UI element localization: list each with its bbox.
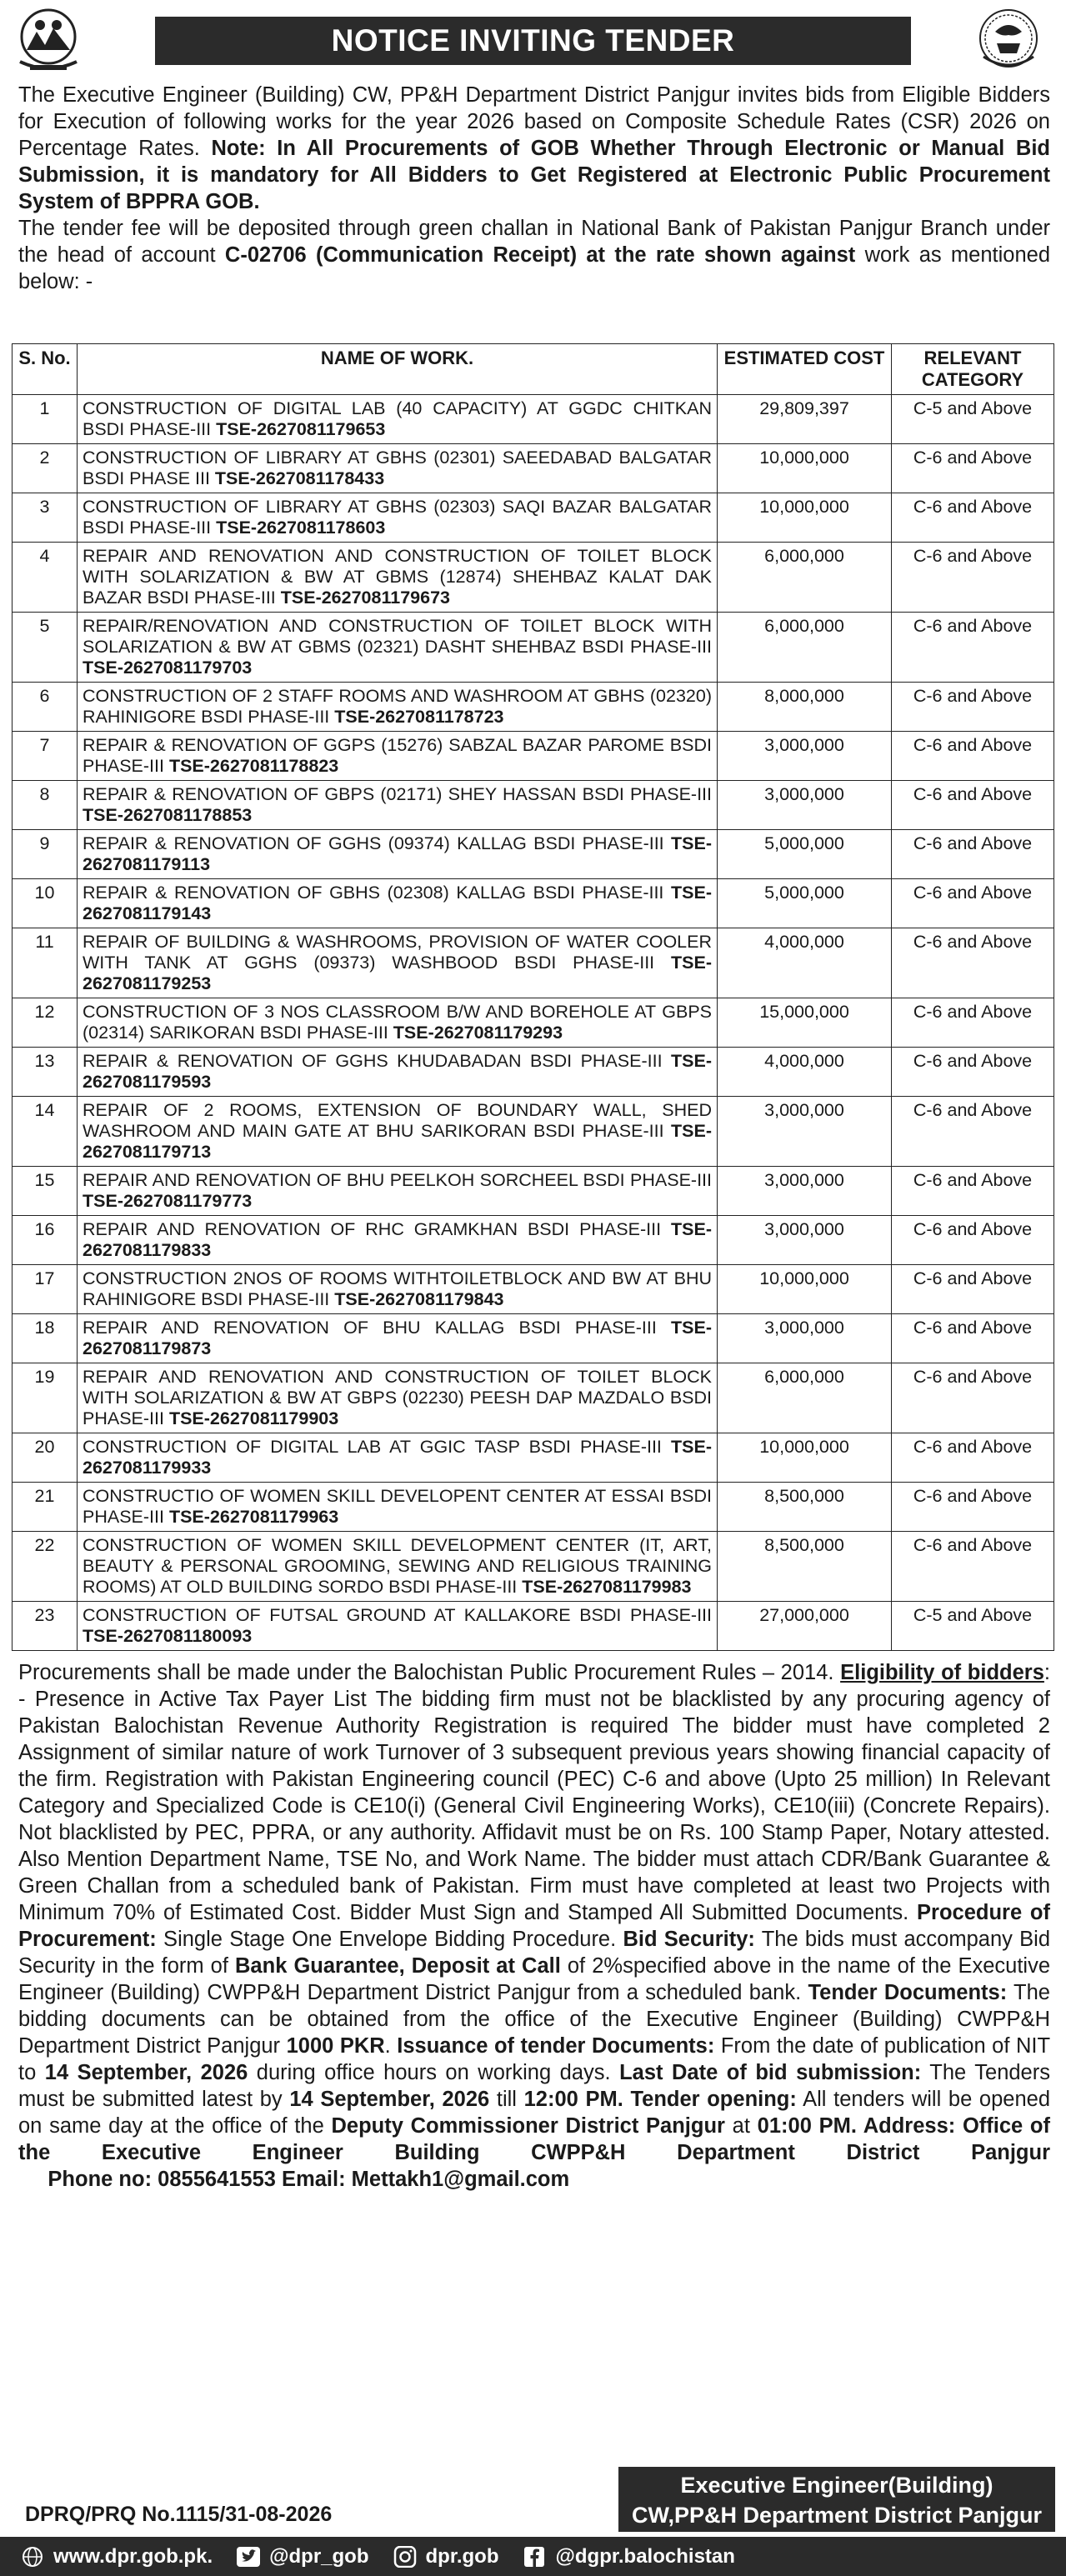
cell-name-of-work (78, 1433, 718, 1483)
cell-sno: 21 (13, 1483, 78, 1532)
cell-name-of-work (78, 1265, 718, 1314)
cell-estimated-cost: 10,000,000 (718, 444, 892, 493)
table-row (13, 1167, 1054, 1216)
cell-sno: 12 (13, 998, 78, 1048)
work-description: CONSTRUCTION OF 2 STAFF ROOMS AND WASHROOM AT GBHS (02320) RAHINIGORE BSDI PHASE-III (83, 686, 712, 727)
tse-number: TSE-2627081180093 (83, 1626, 253, 1646)
cell-relevant-category: C-6 and Above (892, 1433, 1054, 1483)
cell-sno: 1 (13, 395, 78, 444)
cell-estimated-cost: 3,000,000 (718, 781, 892, 830)
instagram-icon (391, 2545, 419, 2568)
work-description: CONSTRUCTION OF DIGITAL LAB AT GGIC TASP BSDI PHASE-III (83, 1437, 672, 1457)
cell-name-of-work (78, 444, 718, 493)
tse-number: TSE-2627081179933 (83, 1437, 712, 1478)
column-header-name: NAME OF WORK. (78, 344, 718, 395)
table-row (13, 683, 1054, 732)
cell-sno: 17 (13, 1265, 78, 1314)
cell-relevant-category: C-6 and Above (892, 928, 1054, 998)
cell-name-of-work (78, 998, 718, 1048)
cell-relevant-category: C-6 and Above (892, 998, 1054, 1048)
cell-sno: 6 (13, 683, 78, 732)
cell-estimated-cost: 6,000,000 (718, 1363, 892, 1433)
cell-name-of-work (78, 1483, 718, 1532)
work-description: CONSTRUCTION OF LIBRARY AT GBHS (02303) SAQI BAZAR BALGATAR BSDI PHASE-III (83, 497, 712, 538)
cell-estimated-cost: 10,000,000 (718, 1265, 892, 1314)
work-description: REPAIR/RENOVATION AND CONSTRUCTION OF TOILET BLOCK WITH SOLARIZATION & BW AT GBMS (02321) DASHT SHEHBAZ BSDI PHASE-III (83, 616, 712, 657)
cell-name-of-work (78, 1363, 718, 1433)
cell-name-of-work (78, 1602, 718, 1651)
balochistan-seal-icon (972, 7, 1045, 75)
table-row (13, 1483, 1054, 1532)
footer-website[interactable]: www.dpr.gob.pk. (18, 2545, 213, 2568)
cell-estimated-cost: 10,000,000 (718, 1433, 892, 1483)
cell-estimated-cost: 6,000,000 (718, 613, 892, 683)
cell-sno: 11 (13, 928, 78, 998)
work-description: CONSTRUCTION 2NOS OF ROOMS WITHTOILETBLOCK AND BW AT BHU RAHINIGORE BSDI PHASE-III (83, 1268, 712, 1309)
table-row (13, 1602, 1054, 1651)
work-description: REPAIR AND RENOVATION OF RHC GRAMKHAN BSDI PHASE-III (83, 1219, 672, 1239)
tse-number: TSE-2627081179963 (168, 1507, 339, 1527)
cell-relevant-category: C-6 and Above (892, 683, 1054, 732)
cell-sno: 23 (13, 1602, 78, 1651)
footer-instagram[interactable]: dpr.gob (391, 2545, 499, 2568)
cell-relevant-category: C-6 and Above (892, 1097, 1054, 1167)
cell-relevant-category: C-5 and Above (892, 1602, 1054, 1651)
tse-number: TSE-2627081178853 (83, 805, 253, 825)
works-table (12, 343, 1054, 1651)
tse-number: TSE-2627081179293 (393, 1023, 563, 1043)
signature-block (618, 2467, 1055, 2532)
cell-estimated-cost: 3,000,000 (718, 732, 892, 781)
cell-relevant-category: C-6 and Above (892, 493, 1054, 543)
table-row (13, 543, 1054, 613)
work-description: CONSTRUCTION OF LIBRARY AT GBHS (02301) SAEEDABAD BALGATAR BSDI PHASE III (83, 448, 712, 488)
work-description: REPAIR & RENOVATION OF GBHS (02308) KALLAG BSDI PHASE-III (83, 883, 672, 903)
cell-name-of-work (78, 543, 718, 613)
table-row (13, 928, 1054, 998)
work-description: REPAIR AND RENOVATION AND CONSTRUCTION OF TOILET BLOCK WITH SOLARIZATION & BW AT GBPS (02230) PEESH DAP MAZDALO BSDI PHASE-III (83, 1367, 712, 1428)
tse-number: TSE-2627081179653 (216, 419, 386, 439)
cell-sno: 20 (13, 1433, 78, 1483)
table-row (13, 444, 1054, 493)
table-row (13, 781, 1054, 830)
table-row (13, 1265, 1054, 1314)
table-row (13, 1433, 1054, 1483)
work-description: CONSTRUCTION OF DIGITAL LAB (40 CAPACITY) AT GGDC CHITKAN BSDI PHASE-III (83, 398, 712, 439)
table-row (13, 1216, 1054, 1265)
globe-icon (18, 2545, 47, 2568)
cell-sno: 7 (13, 732, 78, 781)
cell-sno: 10 (13, 879, 78, 928)
cell-estimated-cost: 8,000,000 (718, 683, 892, 732)
government-emblem-left-icon (12, 7, 85, 75)
table-row (13, 998, 1054, 1048)
tse-number: TSE-2627081179873 (83, 1318, 712, 1358)
cell-estimated-cost: 3,000,000 (718, 1097, 892, 1167)
tse-number: TSE-2627081179703 (83, 658, 253, 678)
cell-relevant-category: C-5 and Above (892, 395, 1054, 444)
dprq-number: DPRQ/PRQ No.1115/31-08-2026 (25, 2503, 333, 2526)
cell-estimated-cost: 8,500,000 (718, 1483, 892, 1532)
tse-number: TSE-2627081179713 (83, 1121, 712, 1162)
cell-sno: 15 (13, 1167, 78, 1216)
work-description: REPAIR AND RENOVATION OF BHU KALLAG BSDI PHASE-III (83, 1318, 672, 1338)
facebook-icon (520, 2545, 548, 2568)
work-description: REPAIR AND RENOVATION AND CONSTRUCTION OF TOILET BLOCK WITH SOLARIZATION & BW AT GBMS (12874) SHEHBAZ KALAT DAK BAZAR BSDI PHASE-III (83, 546, 712, 608)
cell-relevant-category: C-6 and Above (892, 830, 1054, 879)
cell-relevant-category: C-6 and Above (892, 1167, 1054, 1216)
cell-name-of-work (78, 1532, 718, 1602)
table-row (13, 613, 1054, 683)
tse-number: TSE-2627081178823 (168, 756, 339, 776)
cell-sno: 3 (13, 493, 78, 543)
cell-sno: 13 (13, 1048, 78, 1097)
table-row (13, 1314, 1054, 1363)
cell-name-of-work (78, 928, 718, 998)
column-header-cost: ESTIMATED COST (718, 344, 892, 395)
table-row (13, 395, 1054, 444)
work-description: REPAIR & RENOVATION OF GBPS (02171) SHEY HASSAN BSDI PHASE-III (83, 784, 712, 804)
work-description: CONSTRUCTIO OF WOMEN SKILL DEVELOPENT CENTER AT ESSAI BSDI PHASE-III (83, 1486, 712, 1527)
cell-sno: 9 (13, 830, 78, 879)
cell-estimated-cost: 29,809,397 (718, 395, 892, 444)
tse-number: TSE-2627081178603 (216, 518, 386, 538)
cell-sno: 4 (13, 543, 78, 613)
table-row (13, 1532, 1054, 1602)
cell-name-of-work (78, 1097, 718, 1167)
cell-name-of-work (78, 493, 718, 543)
cell-estimated-cost: 3,000,000 (718, 1167, 892, 1216)
cell-estimated-cost: 3,000,000 (718, 1314, 892, 1363)
cell-relevant-category: C-6 and Above (892, 781, 1054, 830)
work-description: REPAIR AND RENOVATION OF BHU PEELKOH SORCHEEL BSDI PHASE-III (83, 1170, 712, 1190)
work-description: CONSTRUCTION OF WOMEN SKILL DEVELOPMENT CENTER (IT, ART, BEAUTY & PERSONAL GROOMING, SEWING AND RELIGIOUS TRAINING ROOMS) AT OLD BUILDING SORDO BSDI PHASE-III (83, 1535, 712, 1597)
work-description: REPAIR OF BUILDING & WASHROOMS, PROVISION OF WATER COOLER WITH TANK AT GGHS (09373) WASHBOOD BSDI PHASE-III (83, 932, 712, 973)
cell-sno: 5 (13, 613, 78, 683)
intro-text (18, 82, 1050, 295)
intro-paragraph-2: The tender fee will be deposited through green challan in National Bank of Pakistan Panjgur Branch under the head of account C-02706 (Communication Receipt) at the rate shown against work as mentioned below: - (18, 217, 1051, 293)
cell-relevant-category: C-6 and Above (892, 1363, 1054, 1433)
column-header-category: RELEVANT CATEGORY (892, 344, 1054, 395)
tse-number: TSE-2627081178723 (334, 707, 504, 727)
cell-name-of-work (78, 683, 718, 732)
cell-relevant-category: C-6 and Above (892, 732, 1054, 781)
cell-relevant-category: C-6 and Above (892, 879, 1054, 928)
cell-estimated-cost: 5,000,000 (718, 879, 892, 928)
cell-relevant-category: C-6 and Above (892, 1532, 1054, 1602)
cell-relevant-category: C-6 and Above (892, 1048, 1054, 1097)
cell-relevant-category: C-6 and Above (892, 1216, 1054, 1265)
footer-bar (0, 2537, 1066, 2576)
intro-paragraph-1: The Executive Engineer (Building) CW, PP&H Department District Panjgur invites bids from Eligible Bidders for Execution of following works for the year 2026 based on Composite Schedule Rates (CSR) 2026 on Percentage Rates. Note: In All Procurements of GOB Whether Through Electronic or Manual Bid Submission, it is mandatory for All Bidders to Get Registered at Electronic Public Procurement System of BPPRA GOB. (18, 83, 1050, 213)
cell-estimated-cost: 15,000,000 (718, 998, 892, 1048)
cell-estimated-cost: 6,000,000 (718, 543, 892, 613)
cell-name-of-work (78, 395, 718, 444)
tse-number: TSE-2627081179833 (83, 1219, 712, 1260)
signature-title: Executive Engineer(Building) (680, 2473, 993, 2498)
column-header-sno: S. No. (13, 344, 78, 395)
cell-estimated-cost: 10,000,000 (718, 493, 892, 543)
footer-twitter[interactable]: @dpr_gob (234, 2545, 368, 2568)
table-row (13, 732, 1054, 781)
cell-name-of-work (78, 1167, 718, 1216)
cell-relevant-category: C-6 and Above (892, 1483, 1054, 1532)
cell-estimated-cost: 5,000,000 (718, 830, 892, 879)
tse-number: TSE-2627081178433 (214, 468, 385, 488)
cell-estimated-cost: 4,000,000 (718, 928, 892, 998)
tse-number: TSE-2627081179843 (334, 1289, 504, 1309)
cell-sno: 2 (13, 444, 78, 493)
tse-number: TSE-2627081179113 (83, 833, 712, 874)
work-description: CONSTRUCTION OF FUTSAL GROUND AT KALLAKORE BSDI PHASE-III (83, 1605, 712, 1625)
cell-estimated-cost: 8,500,000 (718, 1532, 892, 1602)
table-row (13, 493, 1054, 543)
header (0, 0, 1066, 80)
cell-name-of-work (78, 732, 718, 781)
tse-number: TSE-2627081179593 (83, 1051, 712, 1092)
work-description: REPAIR & RENOVATION OF GGHS (09374) KALLAG BSDI PHASE-III (83, 833, 672, 853)
cell-name-of-work (78, 1048, 718, 1097)
cell-sno: 22 (13, 1532, 78, 1602)
work-description: REPAIR & RENOVATION OF GGHS KHUDABADAN BSDI PHASE-III (83, 1051, 672, 1071)
footer-facebook[interactable]: @dgpr.balochistan (520, 2545, 734, 2568)
cell-name-of-work (78, 781, 718, 830)
tse-number: TSE-2627081179903 (168, 1408, 339, 1428)
cell-estimated-cost: 3,000,000 (718, 1216, 892, 1265)
page-title: NOTICE INVITING TENDER (155, 17, 911, 65)
tse-number: TSE-2627081179673 (280, 588, 450, 608)
table-header-row (13, 344, 1054, 395)
cell-sno: 18 (13, 1314, 78, 1363)
cell-name-of-work (78, 879, 718, 928)
tse-number: TSE-2627081179773 (83, 1191, 253, 1211)
cell-name-of-work (78, 613, 718, 683)
contact-info: Phone no: 0855641553 Email: Mettakh1@gmail.com (18, 2168, 570, 2191)
tse-number: TSE-2627081179253 (83, 953, 712, 993)
table-row (13, 830, 1054, 879)
cell-name-of-work (78, 1314, 718, 1363)
twitter-icon (234, 2545, 263, 2568)
cell-sno: 8 (13, 781, 78, 830)
terms-paragraph: Procurements shall be made under the Balochistan Public Procurement Rules – 2014. Eligibility of bidders: - Presence in Active Tax Payer List The bidding firm must not be blacklisted by any procuring agency of Pakistan Balochistan Revenue Authority Registration is required The bidder must have completed 2 Assignment of similar nature of work Turnover of 3 subsequent previous years showing financial capacity of the firm. Registration with Pakistan Engineering council (PEC) C-6 and above (Upto 25 million) In Relevant Category and Specialized Code is CE10(i) (General Civil Engineering Works), CE10(iii) (Concrete Repairs). Not blacklisted by PEC, PPRA, or any authority. Affidavit must be on Rs. 100 Stamp Paper, Notary attested. Also Mention Department Name, TSE No, and Work Name. The bidder must attach CDR/Bank Guarantee & Green Challan from a scheduled bank of Pakistan. Firm must have completed at least two Projects with Minimum 70% of Estimated Cost. Bidder Must Sign and Stamped All Submitted Documents. Procedure of Procurement: Single Stage One Envelope Bidding Procedure. Bid Security: The bids must accompany Bid Security in the form of Bank Guarantee, Deposit at Call of 2%specified above in the name of the Executive Engineer (Building) CWPP&H Department District Panjgur from a scheduled bank. Tender Documents: The bidding documents can be obtained from the office of the Executive Engineer (Building) CWPP&H Department District Panjgur 1000 PKR. Issuance of tender Documents: From the date of publication of NIT to 14 September, 2026 during office hours on working days. Last Date of bid submission: The Tenders must be submitted latest by 14 September, 2026 till 12:00 PM. Tender opening: All tenders will be opened on same day at the office of the Deputy Commissioner District Panjgur at 01:00 PM. Address: Office of the Executive Engineer Building CWPP&H Department District Panjgur Phone no: 0855641553 Email: Mettakh1@gmail.com (18, 1661, 1051, 2191)
cell-relevant-category: C-6 and Above (892, 543, 1054, 613)
cell-relevant-category: C-6 and Above (892, 444, 1054, 493)
works-table-body (13, 395, 1054, 1651)
table-row (13, 1363, 1054, 1433)
cell-estimated-cost: 4,000,000 (718, 1048, 892, 1097)
table-row (13, 879, 1054, 928)
table-row (13, 1097, 1054, 1167)
cell-sno: 19 (13, 1363, 78, 1433)
work-description: REPAIR OF 2 ROOMS, EXTENSION OF BOUNDARY WALL, SHED WASHROOM AND MAIN GATE AT BHU SARIKORAN BSDI PHASE-III (83, 1100, 712, 1141)
cell-name-of-work (78, 1216, 718, 1265)
cell-sno: 14 (13, 1097, 78, 1167)
tse-number: TSE-2627081179143 (83, 883, 712, 923)
table-row (13, 1048, 1054, 1097)
tse-number: TSE-2627081179983 (522, 1577, 692, 1597)
cell-relevant-category: C-6 and Above (892, 1314, 1054, 1363)
work-description: CONSTRUCTION OF 3 NOS CLASSROOM B/W AND BOREHOLE AT GBPS (02314) SARIKORAN BSDI PHASE-III (83, 1002, 712, 1043)
work-description: REPAIR & RENOVATION OF GGPS (15276) SABZAL BAZAR PAROME BSDI PHASE-III (83, 735, 712, 776)
cell-name-of-work (78, 830, 718, 879)
cell-relevant-category: C-6 and Above (892, 1265, 1054, 1314)
cell-estimated-cost: 27,000,000 (718, 1602, 892, 1651)
cell-sno: 16 (13, 1216, 78, 1265)
cell-relevant-category: C-6 and Above (892, 613, 1054, 683)
terms-text (18, 1659, 1050, 2193)
signature-department: CW,PP&H Department District Panjgur (631, 2503, 1043, 2528)
